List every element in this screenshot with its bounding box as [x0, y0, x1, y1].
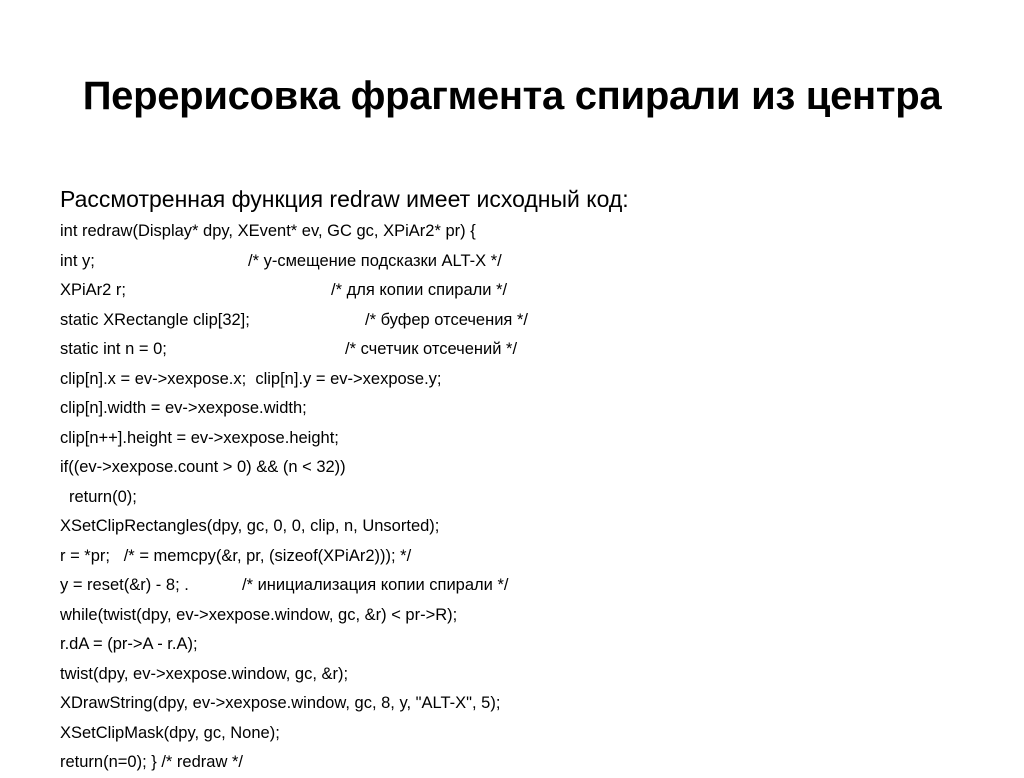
slide-body	[60, 183, 1000, 778]
code-statement: while(twist(dpy, ev->xexpose.window, gc, &r) < pr->R);	[60, 605, 458, 624]
slide-title: Перерисовка фрагмента спирали из центра	[82, 74, 942, 118]
code-statement: r.dA = (pr->A - r.A);	[60, 635, 198, 653]
code-statement: return(n=0); } /* redraw */	[60, 753, 243, 771]
code-comment: /* инициализация копии спирали */	[242, 576, 509, 594]
code-line	[60, 630, 1000, 660]
code-comment: /* буфер отсечения */	[365, 310, 528, 329]
code-line	[60, 660, 1000, 690]
code-line	[60, 306, 1000, 336]
code-line	[60, 689, 1000, 719]
code-line	[60, 719, 1000, 749]
code-line	[60, 276, 1000, 306]
code-statement: clip[n].width = ev->xexpose.width;	[60, 399, 307, 417]
code-statement: XDrawString(dpy, ev->xexpose.window, gc, 8, y, "ALT-X", 5);	[60, 694, 501, 712]
code-comment: /* y-смещение подсказки ALT-X */	[248, 251, 502, 270]
code-line	[60, 571, 1000, 601]
code-statement: static int n = 0;	[60, 340, 167, 358]
code-comment: /* счетчик отсечений */	[345, 340, 518, 358]
code-line	[60, 217, 1000, 247]
code-statement: XSetClipMask(dpy, gc, None);	[60, 723, 280, 742]
code-statement: twist(dpy, ev->xexpose.window, gc, &r);	[60, 664, 349, 683]
code-comment: /* для копии спирали */	[331, 281, 508, 299]
code-line	[60, 748, 1000, 778]
code-statement: if((ev->xexpose.count > 0) && (n < 32))	[60, 458, 346, 476]
code-statement: static XRectangle clip[32];	[60, 310, 250, 329]
code-line	[60, 512, 1000, 542]
code-statement: clip[n++].height = ev->xexpose.height;	[60, 428, 339, 447]
code-statement: int y;	[60, 251, 95, 270]
code-line	[60, 601, 1000, 631]
code-line	[60, 453, 1000, 483]
code-line	[60, 365, 1000, 395]
intro-text: Рассмотренная функция redraw имеет исходный код:	[60, 186, 629, 212]
code-statement: clip[n].x = ev->xexpose.x; clip[n].y = ev->xexpose.y;	[60, 369, 442, 388]
code-line	[60, 542, 1000, 572]
code-statement: XSetClipRectangles(dpy, gc, 0, 0, clip, n, Unsorted);	[60, 517, 440, 535]
code-statement: int redraw(Display* dpy, XEvent* ev, GC gc, XPiAr2* pr) {	[60, 222, 476, 240]
code-statement: return(0);	[69, 487, 137, 506]
code-line	[60, 424, 1000, 454]
code-statement: XPiAr2 r;	[60, 281, 127, 299]
code-line	[60, 247, 1000, 277]
code-listing	[60, 217, 1000, 778]
code-line	[60, 483, 1000, 513]
code-line	[60, 394, 1000, 424]
code-line	[60, 335, 1000, 365]
code-statement: r = *pr; /* = memcpy(&r, pr, (sizeof(XPiAr2))); */	[60, 546, 412, 565]
code-statement: y = reset(&r) - 8; .	[60, 576, 189, 594]
